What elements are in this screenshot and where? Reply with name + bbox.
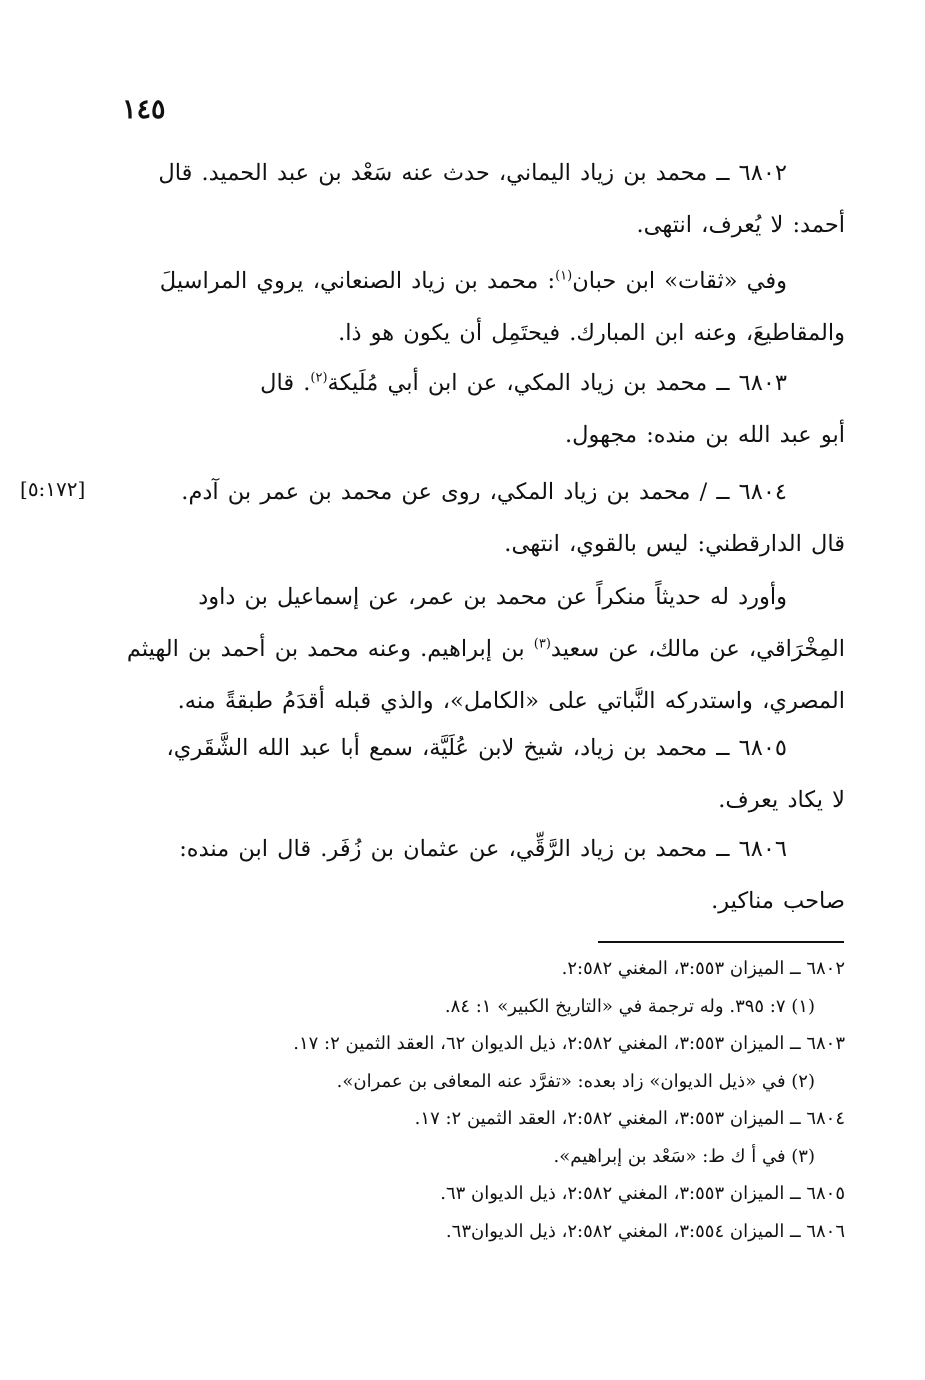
entry-line (108, 623, 845, 675)
footnote-marker: (٢) (310, 370, 328, 386)
text-segment: بن إبراهيم. وعنه محمد بن أحمد بن الهيثم (126, 636, 534, 662)
entry-6803 (108, 357, 845, 461)
footnote-line: (٣) في أ ك ط: «سَعْد بن إبراهيم». (553, 1145, 815, 1167)
footnote-divider (598, 941, 844, 943)
entry-line: والمقاطيعَ، وعنه ابن المبارك. فيحتَمِل أن يكون هو ذا. (338, 320, 845, 346)
text-segment: . قال (260, 370, 311, 396)
entry-awrada-paragraph (108, 571, 845, 727)
entry-line: وأورد له حديثاً منكراً عن محمد بن عمر، عن إسماعيل بن داود (198, 584, 787, 610)
entry-line: أحمد: لا يُعرف، انتهى. (636, 212, 845, 238)
entry-line (108, 255, 845, 307)
entry-line: صاحب مناكير. (711, 888, 845, 914)
entry-line: لا يكاد يعرف. (718, 787, 845, 813)
footnote-line: ٦٨٠٢ ــ الميزان ٣:٥٥٣، المغني ٢:٥٨٢. (561, 958, 845, 979)
entry-line: قال الدارقطني: ليس بالقوي، انتهى. (504, 531, 845, 557)
entry-thiqat-paragraph (108, 255, 845, 359)
entry-6805 (108, 722, 845, 826)
text-segment: : محمد بن زياد الصنعاني، يروي المراسيلَ (159, 268, 556, 294)
text-segment: وفي «ثقات» ابن حبان (572, 268, 787, 294)
entry-line: ٦٨٠٥ ــ محمد بن زياد، شيخ لابن عُلَيَّة، سمع أبا عبد الله الشَّقَري، (166, 735, 787, 761)
margin-reference: [٥:١٧٢] (20, 477, 86, 501)
entry-6806 (108, 823, 845, 927)
footnote-marker: (٣) (533, 636, 551, 652)
entry-line: ٦٨٠٤ ــ / محمد بن زياد المكي، روى عن محمد بن عمر بن آدم. (181, 479, 787, 505)
footnote-line: (٢) في «ذيل الديوان» زاد بعده: «تفرَّد عنه المعافى بن عمران». (336, 1070, 815, 1092)
entry-line (108, 357, 845, 409)
footnote-line: (١) ٧: ٣٩٥. وله ترجمة في «التاريخ الكبير» ١: ٨٤. (444, 995, 815, 1017)
entry-6804 (108, 466, 845, 570)
footnote-marker: (١) (555, 268, 573, 284)
page-number: ١٤٥ (122, 94, 166, 125)
footnotes (108, 950, 845, 1250)
entry-6802 (108, 147, 845, 251)
entry-line: ٦٨٠٦ ــ محمد بن زياد الرَّقِّي، عن عثمان بن زُفَر. قال ابن منده: (179, 836, 787, 862)
footnote-line: ٦٨٠٣ ــ الميزان ٣:٥٥٣، المغني ٢:٥٨٢، ذيل الديوان ٦٢، العقد الثمين ٢: ١٧. (293, 1033, 845, 1054)
footnote-line: ٦٨٠٤ ــ الميزان ٣:٥٥٣، المغني ٢:٥٨٢، العقد الثمين ٢: ١٧. (414, 1108, 845, 1129)
entry-line: أبو عبد الله بن منده: مجهول. (564, 422, 845, 448)
footnote-line: ٦٨٠٦ ــ الميزان ٣:٥٥٤، المغني ٢:٥٨٢، ذيل الديوان٦٣. (445, 1220, 845, 1242)
entry-line: المصري، واستدركه النَّباتي على «الكامل»، والذي قبله أقدَمُ طبقةً منه. (177, 688, 845, 714)
entry-line: ٦٨٠٢ ــ محمد بن زياد اليماني، حدث عنه سَعْد بن عبد الحميد. قال (158, 160, 787, 186)
text-segment: ٦٨٠٣ ــ محمد بن زياد المكي، عن ابن أبي مُلَيكة (327, 370, 787, 396)
text-segment: المِخْرَاقي، عن مالك، عن سعيد (550, 636, 845, 662)
footnote-line: ٦٨٠٥ ــ الميزان ٣:٥٥٣، المغني ٢:٥٨٢، ذيل الديوان ٦٣. (440, 1183, 845, 1204)
